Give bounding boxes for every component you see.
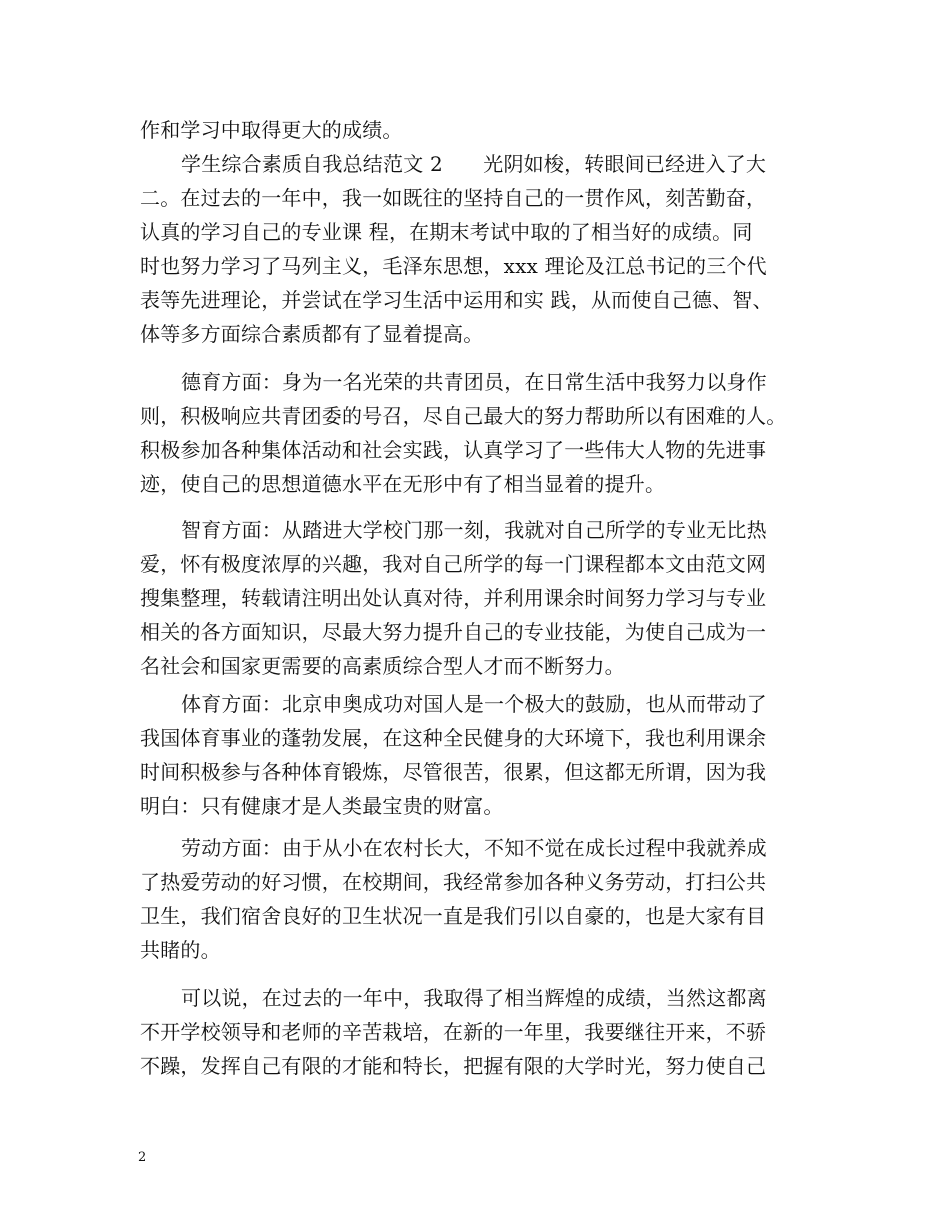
text-line: 智育方面：从踏进大学校门那一刻，我就对自己所学的专业无比热: [181, 518, 767, 542]
text-line: 学生综合素质自我总结范文 2 光阴如梭，转眼间已经进入了大: [181, 152, 767, 176]
text-line: 卫生，我们宿舍良好的卫生状况一直是我们引以自豪的，也是大家有目: [140, 904, 767, 928]
text-line: 爱，怀有极度浓厚的兴趣，我对自己所学的每一门课程都本文由范文网: [140, 552, 767, 576]
text-line: 时也努力学习了马列主义，毛泽东思想，xxx 理论及江总书记的三个代: [140, 254, 767, 278]
text-line: 表等先进理论，并尝试在学习生活中运用和实 践，从而使自己德、智、: [140, 288, 773, 312]
text-line: 我国体育事业的蓬勃发展，在这种全民健身的大环境下，我也利用课余: [140, 726, 767, 750]
text-line: 德育方面：身为一名光荣的共青团员，在日常生活中我努力以身作: [181, 370, 767, 394]
text-line: 迹，使自己的思想道德水平在无形中有了相当显着的提升。: [140, 472, 666, 496]
text-line: 搜集整理，转载请注明出处认真对待，并利用课余时间努力学习与专业: [140, 586, 767, 610]
text-line: 可以说，在过去的一年中，我取得了相当辉煌的成绩，当然这都离: [181, 986, 767, 1010]
text-line: 明白：只有健康才是人类最宝贵的财富。: [140, 794, 504, 818]
text-line: 二。在过去的一年中，我一如既往的坚持自己的一贯作风，刻苦勤奋，: [140, 186, 767, 210]
text-line: 体育方面：北京申奥成功对国人是一个极大的鼓励，也从而带动了: [181, 692, 767, 716]
text-line: 积极参加各种集体活动和社会实践，认真学习了一些伟大人物的先进事: [140, 438, 767, 462]
text-line: 不开学校领导和老师的辛苦栽培，在新的一年里，我要继往开来，不骄: [140, 1020, 767, 1044]
text-line: 作和学习中取得更大的成绩。: [140, 118, 403, 142]
text-line: 不躁，发挥自己有限的才能和特长，把握有限的大学时光，努力使自己: [140, 1054, 767, 1078]
text-line: 相关的各方面知识，尽最大努力提升自己的专业技能，为使自己成为一: [140, 620, 767, 644]
text-line: 时间积极参与各种体育锻炼，尽管很苦，很累，但这都无所谓，因为我: [140, 760, 767, 784]
text-line: 体等多方面综合素质都有了显着提高。: [140, 322, 484, 346]
page-number: 2: [138, 1150, 147, 1165]
text-line: 劳动方面：由于从小在农村长大，不知不觉在成长过程中我就养成: [181, 836, 767, 860]
text-line: 共睹的。: [140, 938, 221, 962]
text-line: 认真的学习自己的专业课 程，在期末考试中取的了相当好的成绩。同: [140, 220, 753, 244]
text-line: 则，积极响应共青团委的号召，尽自己最大的努力帮助所以有困难的人。: [140, 404, 787, 428]
text-line: 了热爱劳动的好习惯，在校期间，我经常参加各种义务劳动，打扫公共: [140, 870, 767, 894]
text-line: 名社会和国家更需要的高素质综合型人才而不断努力。: [140, 654, 625, 678]
